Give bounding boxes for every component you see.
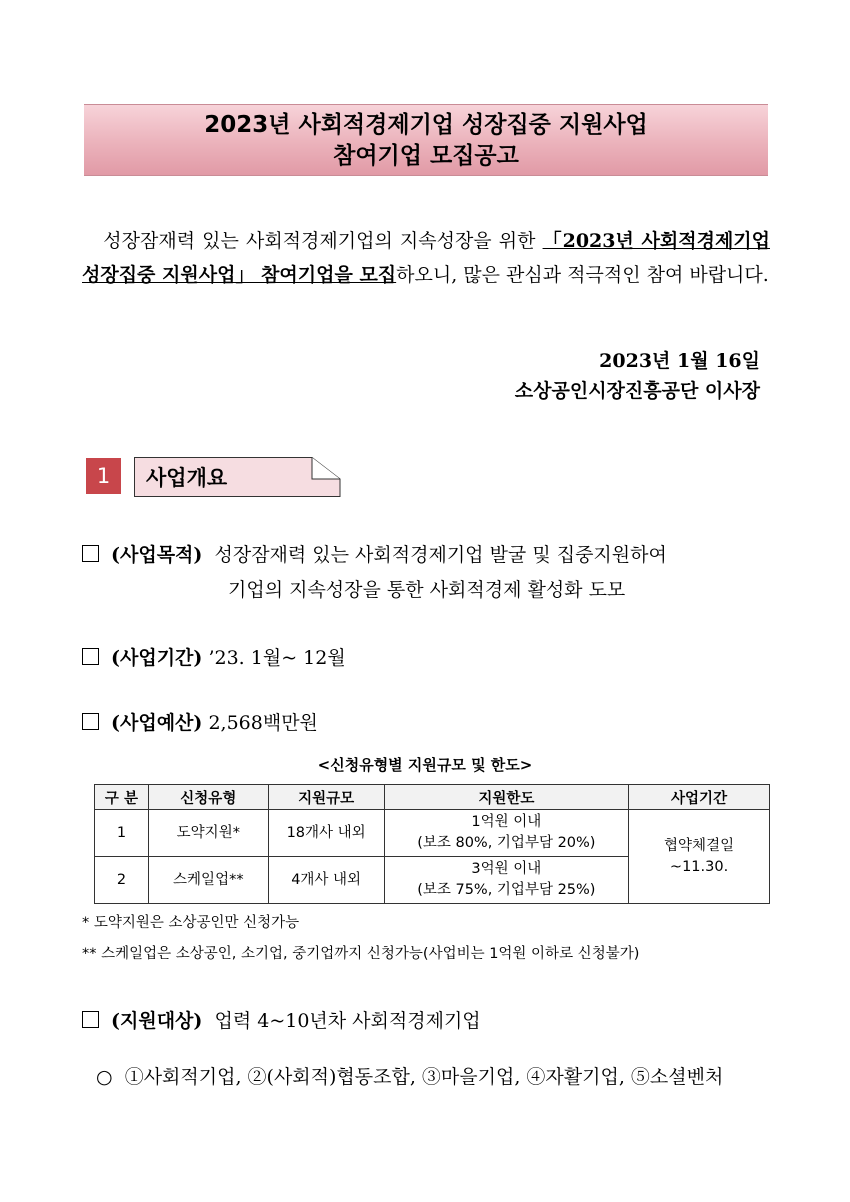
cell-scale: 18개사 내외 (268, 810, 384, 857)
intro-emphasis: 「2023년 사회적경제기업 성장집중 지원사업」 참여기업을 모집 (82, 230, 770, 286)
item-period (82, 642, 346, 674)
title-banner (84, 104, 768, 176)
cell-period (629, 810, 770, 904)
limit-amount: 3억원 이내 (471, 861, 542, 877)
cell-limit (384, 857, 629, 904)
intro-text-2: 하오니, 많은 관심과 적극적인 참여 바랍니다. (396, 264, 769, 286)
header-cell: 사업기간 (629, 785, 770, 810)
eligible-types: ①사회적기업, ②(사회적)협동조합, ③마을기업, ④자활기업, ⑤소셜벤처 (124, 1066, 724, 1088)
checkbox-icon (82, 713, 99, 730)
period-label: (사업기간) (111, 647, 203, 669)
limit-ratio: (보조 80%, 기업부담 20%) (417, 835, 596, 851)
purpose-label: (사업목적) (111, 544, 203, 566)
item-target (82, 1005, 481, 1037)
header-cell: 지원한도 (384, 785, 629, 810)
target-label: (지원대상) (111, 1010, 203, 1032)
budget-text: 2,568백만원 (208, 712, 318, 734)
title-line-1: 2023년 사회적경제기업 성장집중 지원사업 (204, 112, 648, 138)
notice-date: 2023년 1월 16일 (599, 350, 760, 372)
item-purpose (82, 539, 667, 571)
header-cell: 구 분 (95, 785, 149, 810)
support-table (94, 784, 770, 904)
table-row (95, 810, 770, 857)
limit-amount: 1억원 이내 (471, 814, 542, 830)
table-header-row (95, 785, 770, 810)
cell-scale: 4개사 내외 (268, 857, 384, 904)
eligible-list (96, 1062, 723, 1089)
checkbox-icon (82, 1011, 99, 1028)
section-number: 1 (86, 458, 121, 494)
note-1: * 도약지원은 소상공인만 신청가능 (82, 915, 300, 931)
budget-label: (사업예산) (111, 712, 203, 734)
target-text: 업력 4~10년차 사회적경제기업 (214, 1010, 481, 1032)
period-text: ’23. 1월~ 12월 (208, 647, 346, 669)
purpose-text-1: 성장잠재력 있는 사회적경제기업 발굴 및 집중지원하여 (214, 544, 667, 566)
cell-no: 2 (95, 857, 149, 904)
header-cell: 지원규모 (268, 785, 384, 810)
intro-text-1: 성장잠재력 있는 사회적경제기업의 지속성장을 위한 (103, 230, 543, 252)
cell-type: 스케일업** (148, 857, 268, 904)
cell-limit (384, 810, 629, 857)
item-budget (82, 707, 318, 739)
cell-type: 도약지원* (148, 810, 268, 857)
period-end: ~11.30. (669, 858, 729, 875)
note-2: ** 스케일업은 소상공인, 소기업, 중기업까지 신청가능(사업비는 1억원 이하로 신청불가) (82, 946, 640, 962)
title-line-2: 참여기업 모집공고 (333, 143, 519, 169)
notice-signer: 소상공인시장진흥공단 이사장 (514, 380, 760, 402)
purpose-text-2: 기업의 지속성장을 통한 사회적경제 활성화 도모 (228, 579, 626, 601)
period-start: 협약체결일 (664, 837, 735, 854)
intro-paragraph (82, 224, 770, 292)
header-cell: 신청유형 (148, 785, 268, 810)
table-caption: <신청유형별 지원규모 및 한도> (317, 756, 533, 774)
checkbox-icon (82, 545, 99, 562)
checkbox-icon (82, 648, 99, 665)
limit-ratio: (보조 75%, 기업부담 25%) (417, 882, 596, 898)
section-title: 사업개요 (146, 466, 228, 490)
bullet-circle-icon: ○ (96, 1066, 113, 1088)
cell-no: 1 (95, 810, 149, 857)
